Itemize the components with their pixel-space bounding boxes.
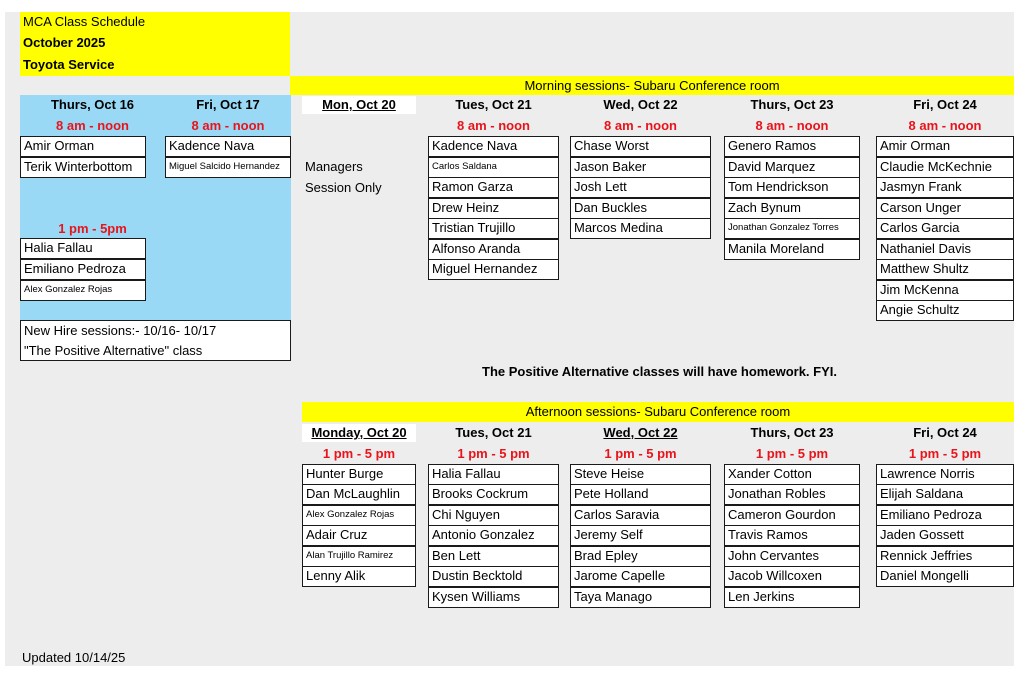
new-hire-pm-attendee: Halia Fallau	[20, 238, 146, 259]
morning-time-tuesday: 8 am - noon	[457, 118, 530, 133]
afternoon-time-wednesday: 1 pm - 5 pm	[604, 446, 677, 461]
morning-attendee: Tom Hendrickson	[724, 177, 860, 198]
afternoon-attendee: Emiliano Pedroza	[876, 505, 1014, 526]
afternoon-attendee: John Cervantes	[724, 546, 860, 567]
morning-attendee: Claudie McKechnie	[876, 157, 1014, 178]
new-hire-attendee: Amir Orman	[20, 136, 146, 157]
afternoon-day-monday: Monday, Oct 20	[302, 424, 416, 442]
afternoon-attendee: Jonathan Robles	[724, 484, 860, 505]
new-hire-attendee: Kadence Nava	[165, 136, 291, 157]
new-hire-time-1: 8 am - noon	[56, 118, 129, 133]
afternoon-day-thursday: Thurs, Oct 23	[750, 425, 834, 440]
morning-attendee: Angie Schultz	[876, 300, 1014, 321]
morning-attendee: Manila Moreland	[724, 239, 860, 260]
schedule-month: October 2025	[23, 35, 106, 50]
morning-attendee: Amir Orman	[876, 136, 1014, 157]
morning-attendee: Marcos Medina	[570, 218, 711, 239]
morning-attendee: Chase Worst	[570, 136, 711, 157]
afternoon-time-thursday: 1 pm - 5 pm	[755, 446, 829, 461]
afternoon-attendee: Jeremy Self	[570, 525, 711, 546]
morning-attendee: Drew Heinz	[428, 198, 559, 219]
morning-attendee: Miguel Hernandez	[428, 259, 559, 280]
afternoon-attendee: Daniel Mongelli	[876, 566, 1014, 587]
afternoon-attendee: Carlos Saravia	[570, 505, 711, 526]
morning-day-friday: Fri, Oct 24	[913, 97, 977, 112]
morning-attendee: Genero Ramos	[724, 136, 860, 157]
afternoon-attendee: Alan Trujillo Ramirez	[302, 546, 416, 567]
afternoon-day-tuesday: Tues, Oct 21	[455, 425, 532, 440]
morning-attendee: Jim McKenna	[876, 280, 1014, 301]
afternoon-attendee: Adair Cruz	[302, 525, 416, 546]
afternoon-attendee: Jacob Willcoxen	[724, 566, 860, 587]
morning-attendee: Josh Lett	[570, 177, 711, 198]
afternoon-attendee: Ben Lett	[428, 546, 559, 567]
morning-attendee: Carlos Saldana	[428, 157, 559, 178]
morning-attendee: David Marquez	[724, 157, 860, 178]
new-hire-note-line: New Hire sessions:- 10/16- 10/17	[24, 323, 217, 338]
morning-attendee: Dan Buckles	[570, 198, 711, 219]
morning-attendee: Carlos Garcia	[876, 218, 1014, 239]
afternoon-time-tuesday: 1 pm - 5 pm	[457, 446, 530, 461]
afternoon-attendee: Alex Gonzalez Rojas	[302, 505, 416, 526]
afternoon-attendee: Cameron Gourdon	[724, 505, 860, 526]
afternoon-attendee: Brooks Cockrum	[428, 484, 559, 505]
new-hire-day-1: Thurs, Oct 16	[50, 97, 135, 112]
afternoon-attendee: Jarome Capelle	[570, 566, 711, 587]
morning-day-tuesday: Tues, Oct 21	[455, 97, 532, 112]
afternoon-attendee: Elijah Saldana	[876, 484, 1014, 505]
afternoon-attendee: Kysen Williams	[428, 587, 559, 608]
afternoon-attendee: Lenny Alik	[302, 566, 416, 587]
new-hire-note-line: "The Positive Alternative" class	[24, 343, 203, 358]
morning-day-thursday: Thurs, Oct 23	[750, 97, 834, 112]
afternoon-attendee: Chi Nguyen	[428, 505, 559, 526]
afternoon-attendee: Jaden Gossett	[876, 525, 1014, 546]
afternoon-attendee: Halia Fallau	[428, 464, 559, 485]
afternoon-attendee: Travis Ramos	[724, 525, 860, 546]
new-hire-note	[20, 320, 291, 361]
managers-note: Managers	[305, 159, 363, 174]
morning-sessions-banner: Morning sessions- Subaru Conference room	[290, 76, 1014, 95]
afternoon-attendee: Steve Heise	[570, 464, 711, 485]
title-block	[20, 12, 290, 76]
afternoon-attendee: Rennick Jeffries	[876, 546, 1014, 567]
morning-attendee: Carson Unger	[876, 198, 1014, 219]
managers-note: Session Only	[305, 180, 382, 195]
updated-date: Updated 10/14/25	[22, 650, 126, 665]
new-hire-pm-attendee: Emiliano Pedroza	[20, 259, 146, 280]
new-hire-time-2: 8 am - noon	[191, 118, 265, 133]
afternoon-attendee: Pete Holland	[570, 484, 711, 505]
schedule-department: Toyota Service	[23, 57, 115, 72]
new-hire-day-2: Fri, Oct 17	[196, 97, 260, 112]
afternoon-attendee: Dustin Becktold	[428, 566, 559, 587]
afternoon-attendee: Antonio Gonzalez	[428, 525, 559, 546]
afternoon-attendee: Hunter Burge	[302, 464, 416, 485]
morning-attendee: Jonathan Gonzalez Torres	[724, 218, 860, 239]
afternoon-day-friday: Fri, Oct 24	[913, 425, 977, 440]
afternoon-sessions-banner: Afternoon sessions- Subaru Conference room	[302, 402, 1014, 422]
new-hire-pm-attendee: Alex Gonzalez Rojas	[20, 280, 146, 301]
morning-attendee: Jason Baker	[570, 157, 711, 178]
morning-attendee: Ramon Garza	[428, 177, 559, 198]
afternoon-attendee: Xander Cotton	[724, 464, 860, 485]
homework-note: The Positive Alternative classes will have homework. FYI.	[482, 364, 837, 379]
afternoon-day-wednesday: Wed, Oct 22	[603, 425, 678, 440]
morning-day-wednesday: Wed, Oct 22	[603, 97, 678, 112]
afternoon-time-monday: 1 pm - 5 pm	[322, 446, 396, 461]
afternoon-attendee: Brad Epley	[570, 546, 711, 567]
morning-attendee: Jasmyn Frank	[876, 177, 1014, 198]
morning-time-wednesday: 8 am - noon	[604, 118, 677, 133]
afternoon-attendee: Lawrence Norris	[876, 464, 1014, 485]
afternoon-attendee: Dan McLaughlin	[302, 484, 416, 505]
new-hire-pm-time: 1 pm - 5pm	[58, 221, 127, 236]
morning-attendee: Kadence Nava	[428, 136, 559, 157]
schedule-title: MCA Class Schedule	[23, 14, 146, 29]
morning-time-thursday: 8 am - noon	[755, 118, 829, 133]
morning-attendee: Alfonso Aranda	[428, 239, 559, 260]
afternoon-attendee: Taya Manago	[570, 587, 711, 608]
morning-time-friday: 8 am - noon	[908, 118, 982, 133]
morning-attendee: Matthew Shultz	[876, 259, 1014, 280]
new-hire-attendee: Miguel Salcido Hernandez	[165, 157, 291, 178]
morning-day-monday: Mon, Oct 20	[302, 96, 416, 114]
morning-attendee: Nathaniel Davis	[876, 239, 1014, 260]
morning-attendee: Zach Bynum	[724, 198, 860, 219]
afternoon-time-friday: 1 pm - 5 pm	[908, 446, 982, 461]
new-hire-attendee: Terik Winterbottom	[20, 157, 146, 178]
morning-attendee: Tristian Trujillo	[428, 218, 559, 239]
afternoon-attendee: Len Jerkins	[724, 587, 860, 608]
